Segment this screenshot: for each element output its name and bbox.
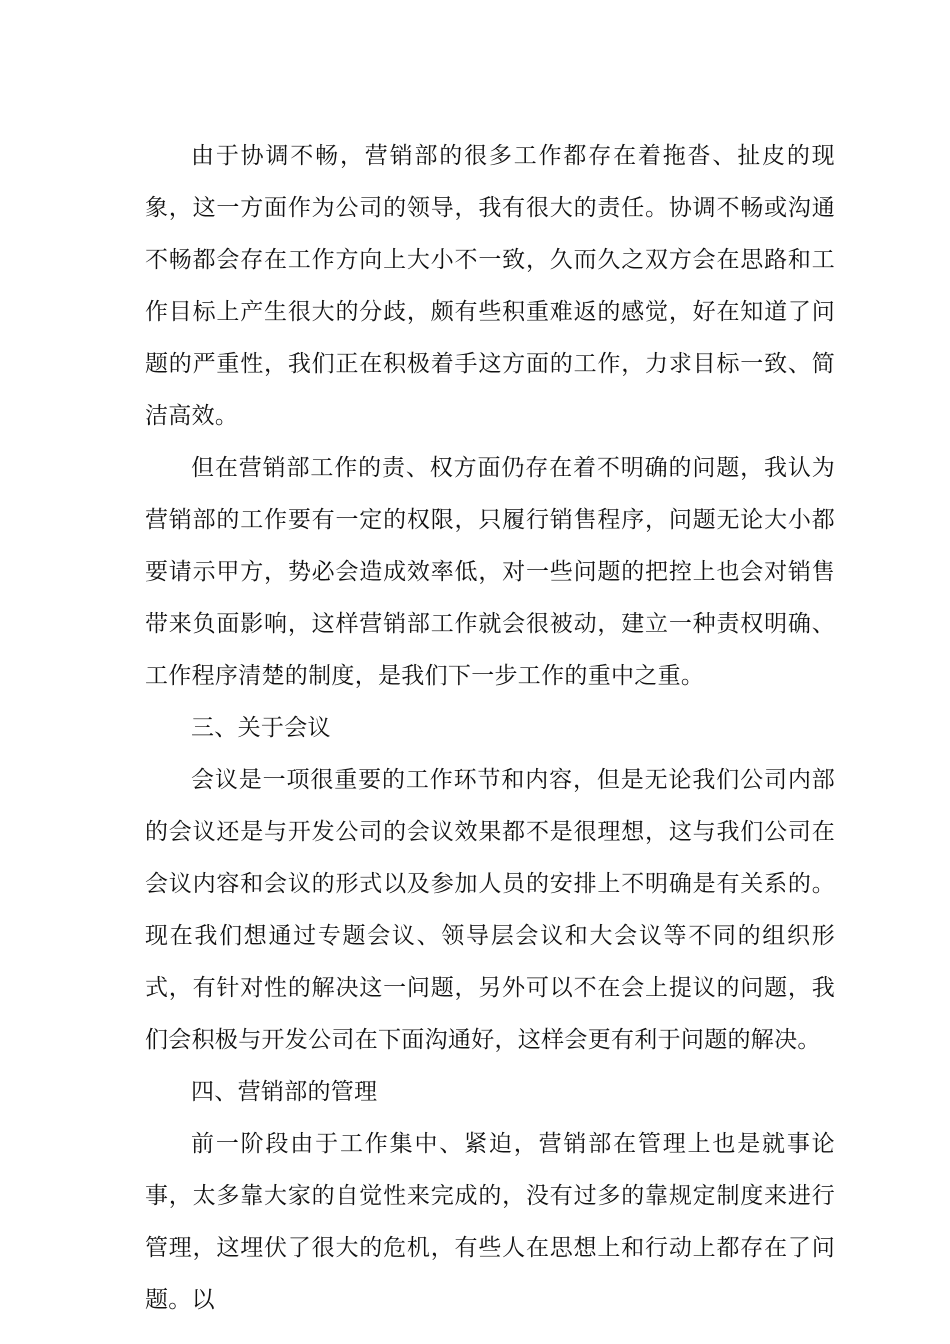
paragraph-management: 前一阶段由于工作集中、紧迫，营销部在管理上也是就事论事，太多靠大家的自觉性来完成的，没有过多的靠规定制度来进行管理，这埋伏了很大的危机，有些人在思想上和行动上都存在了问题。以 [145, 1131, 835, 1313]
paragraph-meetings: 会议是一项很重要的工作环节和内容，但是无论我们公司内部的会议还是与开发公司的会议效果都不是很理想，这与我们公司在会议内容和会议的形式以及参加人员的安排上不明确是有关系的。现在我们想通过专题会议、领导层会议和大会议等不同的组织形式，有针对性的解决这一问题，另外可以不在会上提议的问题，我们会积极与开发公司在下面沟通好，这样会更有利于问题的解决。 [145, 767, 835, 1053]
document-page [145, 130, 835, 1326]
paragraph-coordination: 由于协调不畅，营销部的很多工作都存在着拖沓、扯皮的现象，这一方面作为公司的领导，我有很大的责任。协调不畅或沟通不畅都会存在工作方向上大小不一致，久而久之双方会在思路和工作目标上产生很大的分歧，颇有些积重难返的感觉，好在知道了问题的严重性，我们正在积极着手这方面的工作，力求目标一致、简洁高效。 [145, 143, 835, 429]
section-heading-meetings: 三、关于会议 [191, 715, 331, 741]
paragraph-responsibility: 但在营销部工作的责、权方面仍存在着不明确的问题，我认为营销部的工作要有一定的权限，只履行销售程序，问题无论大小都要请示甲方，势必会造成效率低，对一些问题的把控上也会对销售带来负面影响，这样营销部工作就会很被动，建立一种责权明确、工作程序清楚的制度，是我们下一步工作的重中之重。 [145, 455, 835, 689]
section-heading-management: 四、营销部的管理 [191, 1079, 378, 1105]
